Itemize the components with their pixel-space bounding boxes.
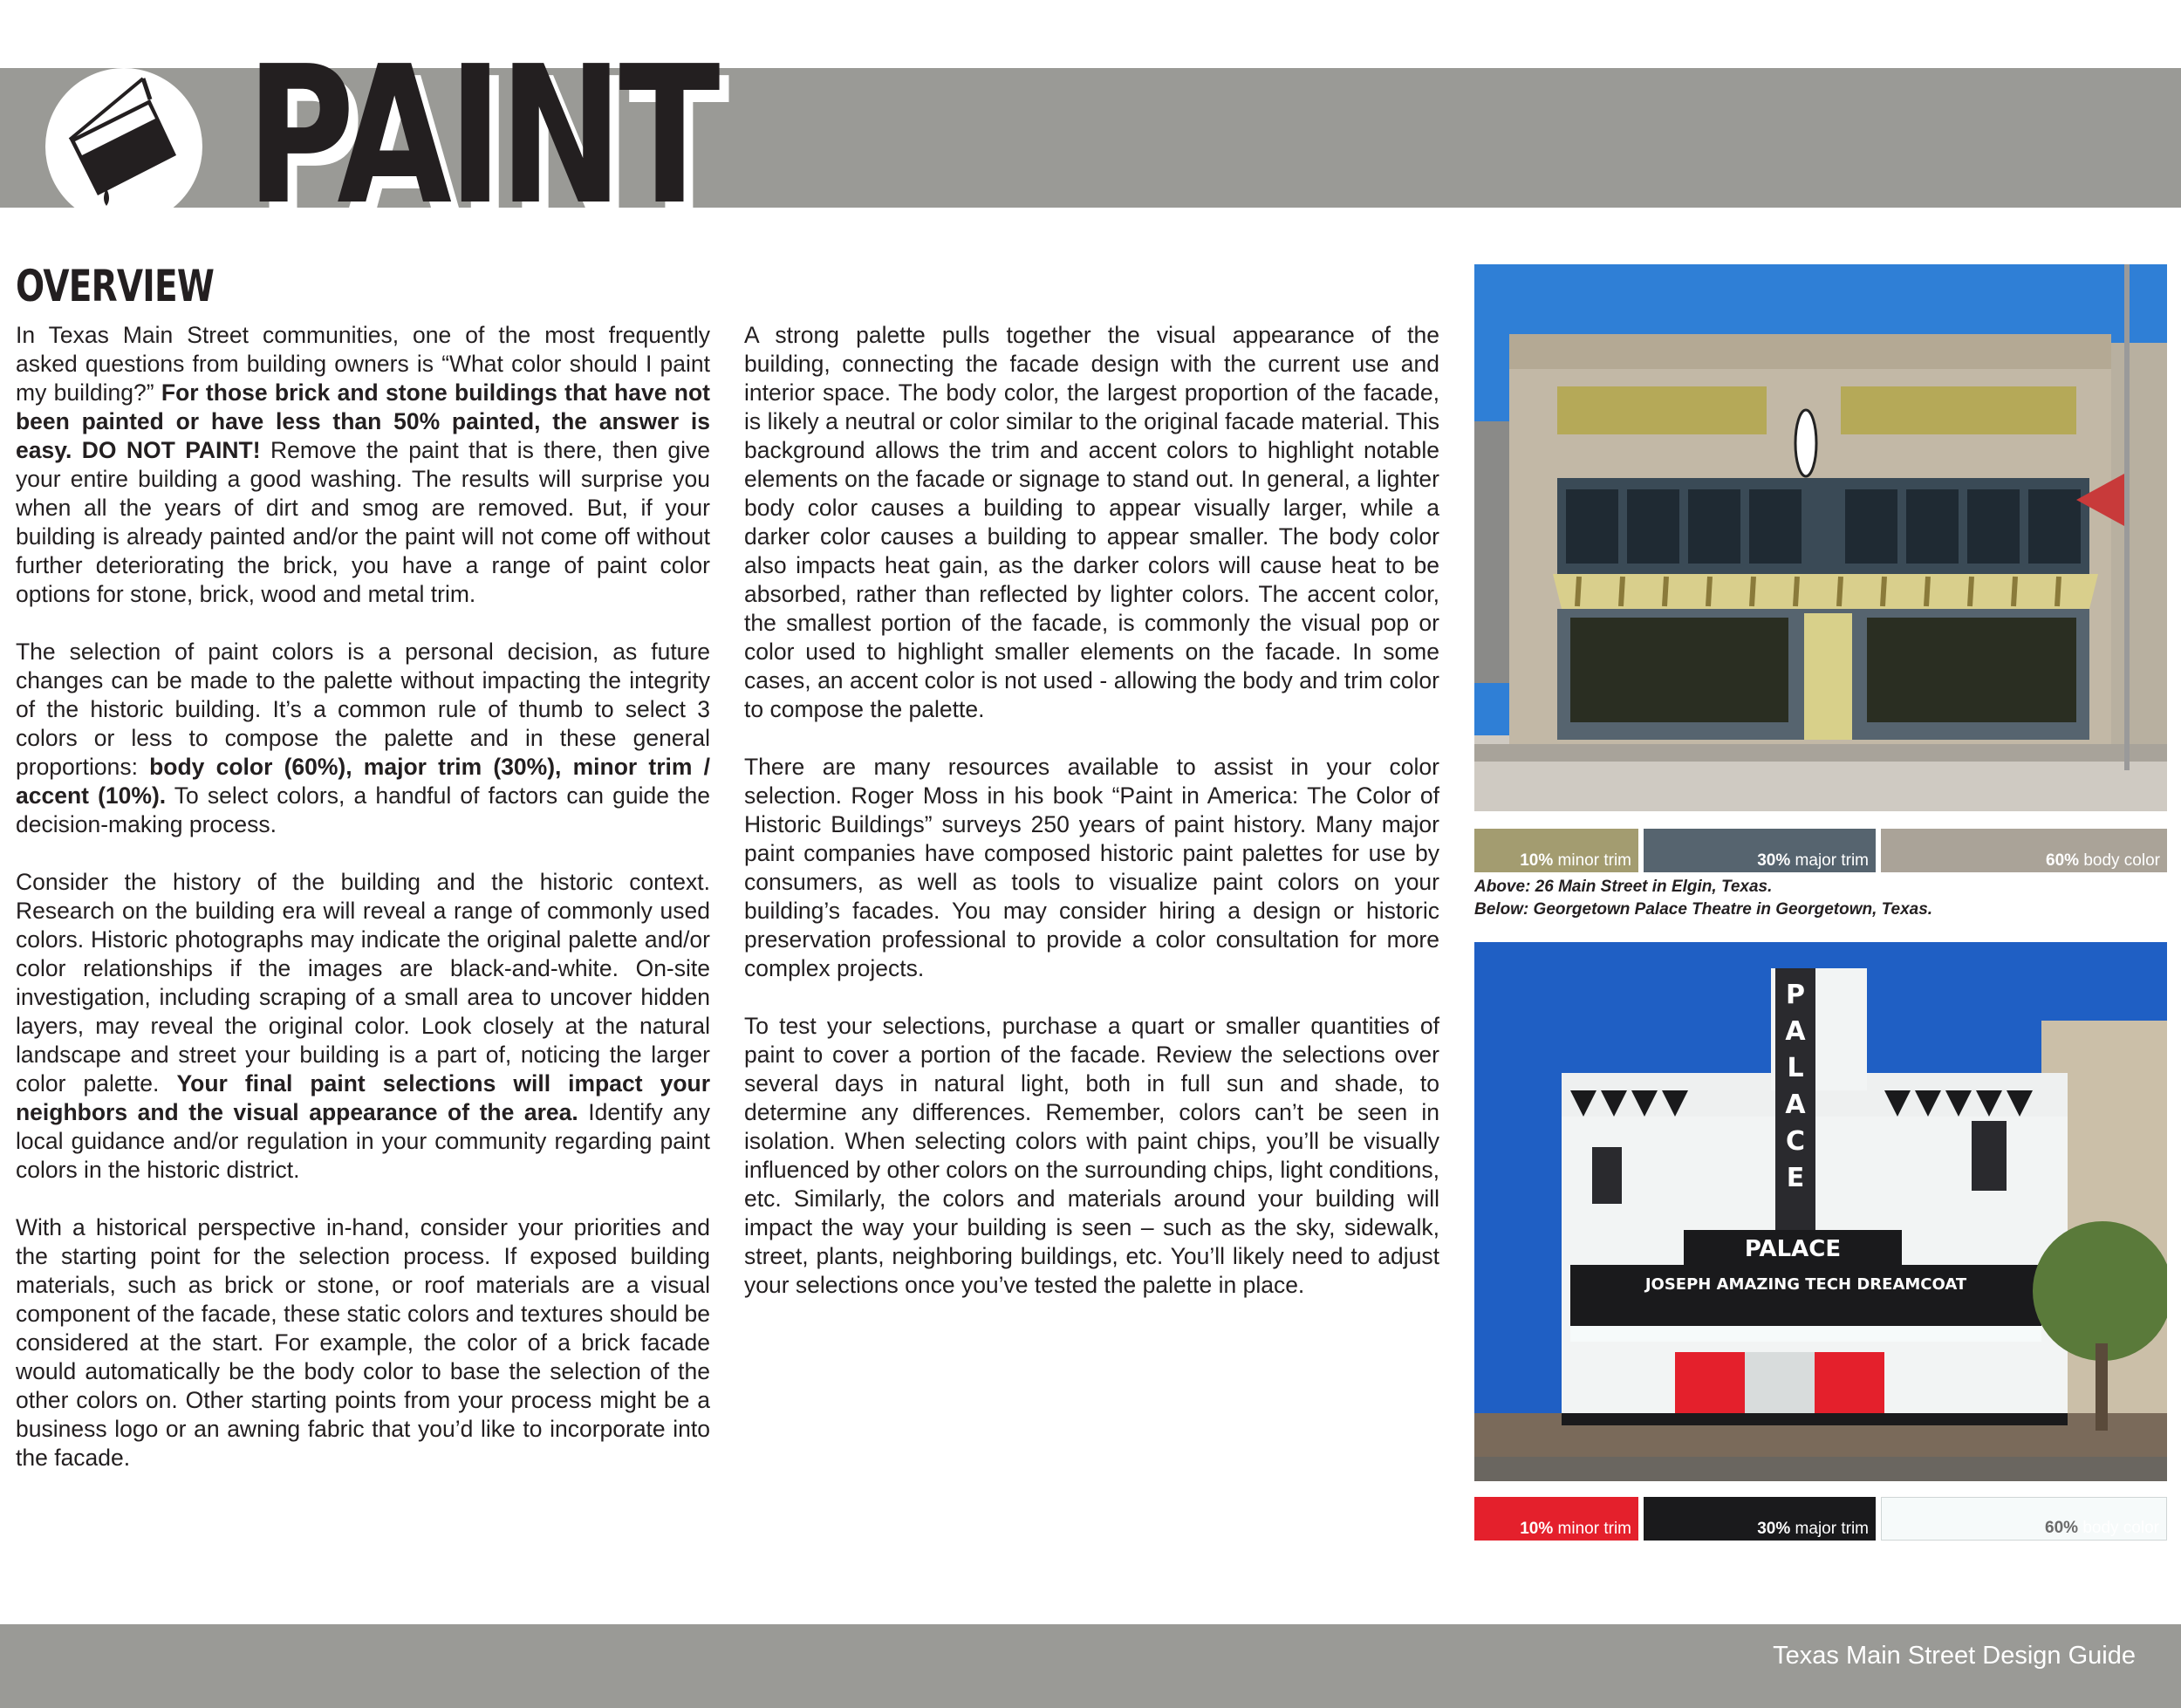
vertical-sign-letter: E: [1786, 1163, 1805, 1193]
paragraph: There are many resources available to assist in your color selection. Roger Moss in his book “Paint in America: The Color of Historic Buildings” surveys 250 years of paint history. Many major paint companies have composed historic paint palettes for use by consumers, as well as tools to visualize paint colors on your building’s facades. You may consider hiring a design or historic preservation professional to provide a color consultation for more complex projects.: [744, 754, 1439, 981]
footer-title: Texas Main Street Design Guide: [1773, 1642, 2136, 1670]
swatch-major-trim: [1644, 829, 1876, 872]
paragraph: [16, 638, 710, 839]
vertical-sign-letter: A: [1785, 1090, 1806, 1120]
swatch-body-color: [1881, 1497, 2167, 1541]
swatch-label: major trim: [1790, 1520, 1869, 1538]
swatch-percent: 60%: [2046, 851, 2080, 870]
swatch-percent: 30%: [1757, 1520, 1791, 1538]
theatre-photo: [1474, 942, 2167, 1481]
paragraph: With a historical perspective in-hand, consider your priorities and the starting point for the selection process. If exposed building materials, such as brick or stone, or roof materials are a visual component of the facade, these static colors and textures should be considered at the start. For example, the color of a brick facade would automatically be the body color to base the selection of the other colors on. Other starting points from your process might be a business logo or an awning fabric that you’d like to incorporate into the facade.: [16, 1214, 710, 1471]
text-column-middle: [744, 321, 1439, 1329]
swatch-label: body color: [2079, 851, 2160, 870]
emphasis-text: For those brick and stone buildings that have not been painted or have less than 50% painted, the answer is easy. DO NOT PAINT!: [16, 379, 710, 463]
text-column-left: [16, 321, 710, 1501]
swatch-percent: 10%: [1520, 851, 1554, 870]
vertical-sign-letter: P: [1786, 980, 1805, 1010]
swatch-label: major trim: [1790, 851, 1869, 870]
swatch-percent: 30%: [1757, 851, 1791, 870]
caption-above: Above: 26 Main Street in Elgin, Texas.: [1474, 878, 1773, 896]
swatch-minor-trim: [1474, 829, 1638, 872]
paint-bucket-icon: [45, 68, 202, 225]
vertical-sign-letter: L: [1787, 1053, 1804, 1083]
swatch-percent: 10%: [1520, 1520, 1554, 1538]
swatch-label: body color: [2078, 1519, 2159, 1537]
emphasis-text: Your final paint selections will impact your neighbors and the visual appearance of the area.: [16, 1070, 711, 1125]
palette-swatches-1: [1474, 829, 2167, 872]
paragraph: [16, 868, 710, 1185]
storefront-photo: [1474, 264, 2167, 811]
paragraph-text: In Texas Main Street communities, one of the most frequently asked questions from building owners is “What color should I paint my building?”: [16, 322, 710, 406]
section-heading: OVERVIEW: [16, 261, 215, 311]
swatch-body-color: [1881, 829, 2167, 872]
swatch-label: minor trim: [1553, 851, 1631, 870]
caption-below: Below: Georgetown Palace Theatre in Georgetown, Texas.: [1474, 900, 1933, 919]
paragraph: To test your selections, purchase a quart or smaller quantities of paint to cover a portion of the facade. Review the selections over several days in natural light, both in full sun and shade, to determine any differences. Remember, colors can’t be seen in isolation. When selecting colors with paint chips, you’ll be visually influenced by other colors on the surrounding chips, light conditions, etc. Similarly, the colors and materials around your building will impact the way your building is seen – such as the sky, sidewalk, street, plants, neighboring buildings, etc. You’ll likely need to adjust your selections once you’ve tested the palette in place.: [744, 1013, 1439, 1298]
paragraph-text: Consider the history of the building and the historic context. Research on the building era will reveal a range of commonly used colors. Historic photographs may indicate the original palette and/or color relationships if the images are black-and-white. On-site investigation, including scraping of a small area to uncover hidden layers, may reveal the original color. Look closely at the natural landscape and street your building is a part of, noticing the larger color palette.: [16, 869, 710, 1097]
swatch-percent: 60%: [2045, 1519, 2079, 1537]
paragraph: [16, 321, 710, 609]
page-title: PAINT: [246, 26, 716, 247]
logo-badge: [45, 68, 202, 225]
paragraph-text: Remove the paint that is there, then give your entire building a good washing. The results will surprise you when all the years of dirt and smog are removed. But, if your building is already painted and/or the paint will not come off without further deteriorating the brick, you have a range of paint color options for stone, brick, wood and metal trim.: [16, 437, 710, 607]
paragraph: A strong palette pulls together the visual appearance of the building, connecting the facade design with the current use and interior space. The body color, the largest proportion of the facade, is likely a neutral or color similar to the original facade material. This background allows the trim and accent colors to highlight notable elements on the facade or signage to stand out. In general, a lighter body color causes a building to appear visually larger, while a darker color causes a building to appear smaller. The body color also impacts heat gain, as the darker colors will cause heat to be absorbed, rather than reflected by lighter colors. The accent color, the smallest portion of the facade, is commonly the visual pop or color used to highlight smaller elements on the facade. In some cases, an accent color is not used - allowing the body and trim color to compose the palette.: [744, 322, 1439, 722]
photo-captions: [1474, 876, 1932, 921]
paragraph-text: Identify any local guidance and/or regulation in your community regarding paint colors in the historic district.: [16, 1099, 710, 1183]
palace-sign: PALACE: [1744, 1236, 1842, 1262]
swatch-minor-trim: [1474, 1497, 1638, 1541]
swatch-major-trim: [1644, 1497, 1876, 1541]
swatch-label: minor trim: [1553, 1520, 1631, 1538]
vertical-sign-letter: A: [1785, 1016, 1806, 1047]
palette-swatches-2: [1474, 1497, 2167, 1541]
paragraph-text: The selection of paint colors is a personal decision, as future changes can be made to the palette without impacting the integrity of the historic building. It’s a common rule of thumb to select 3 colors or less to compose the palette and in these general proportions:: [16, 639, 710, 780]
marquee-text: JOSEPH AMAZING TECH DREAMCOAT: [1644, 1275, 1967, 1294]
emphasis-text: body color (60%), major trim (30%), minor trim / accent (10%).: [16, 754, 710, 809]
paragraph-text: To select colors, a handful of factors can guide the decision-making process.: [16, 782, 710, 837]
vertical-sign-letter: C: [1785, 1126, 1806, 1157]
